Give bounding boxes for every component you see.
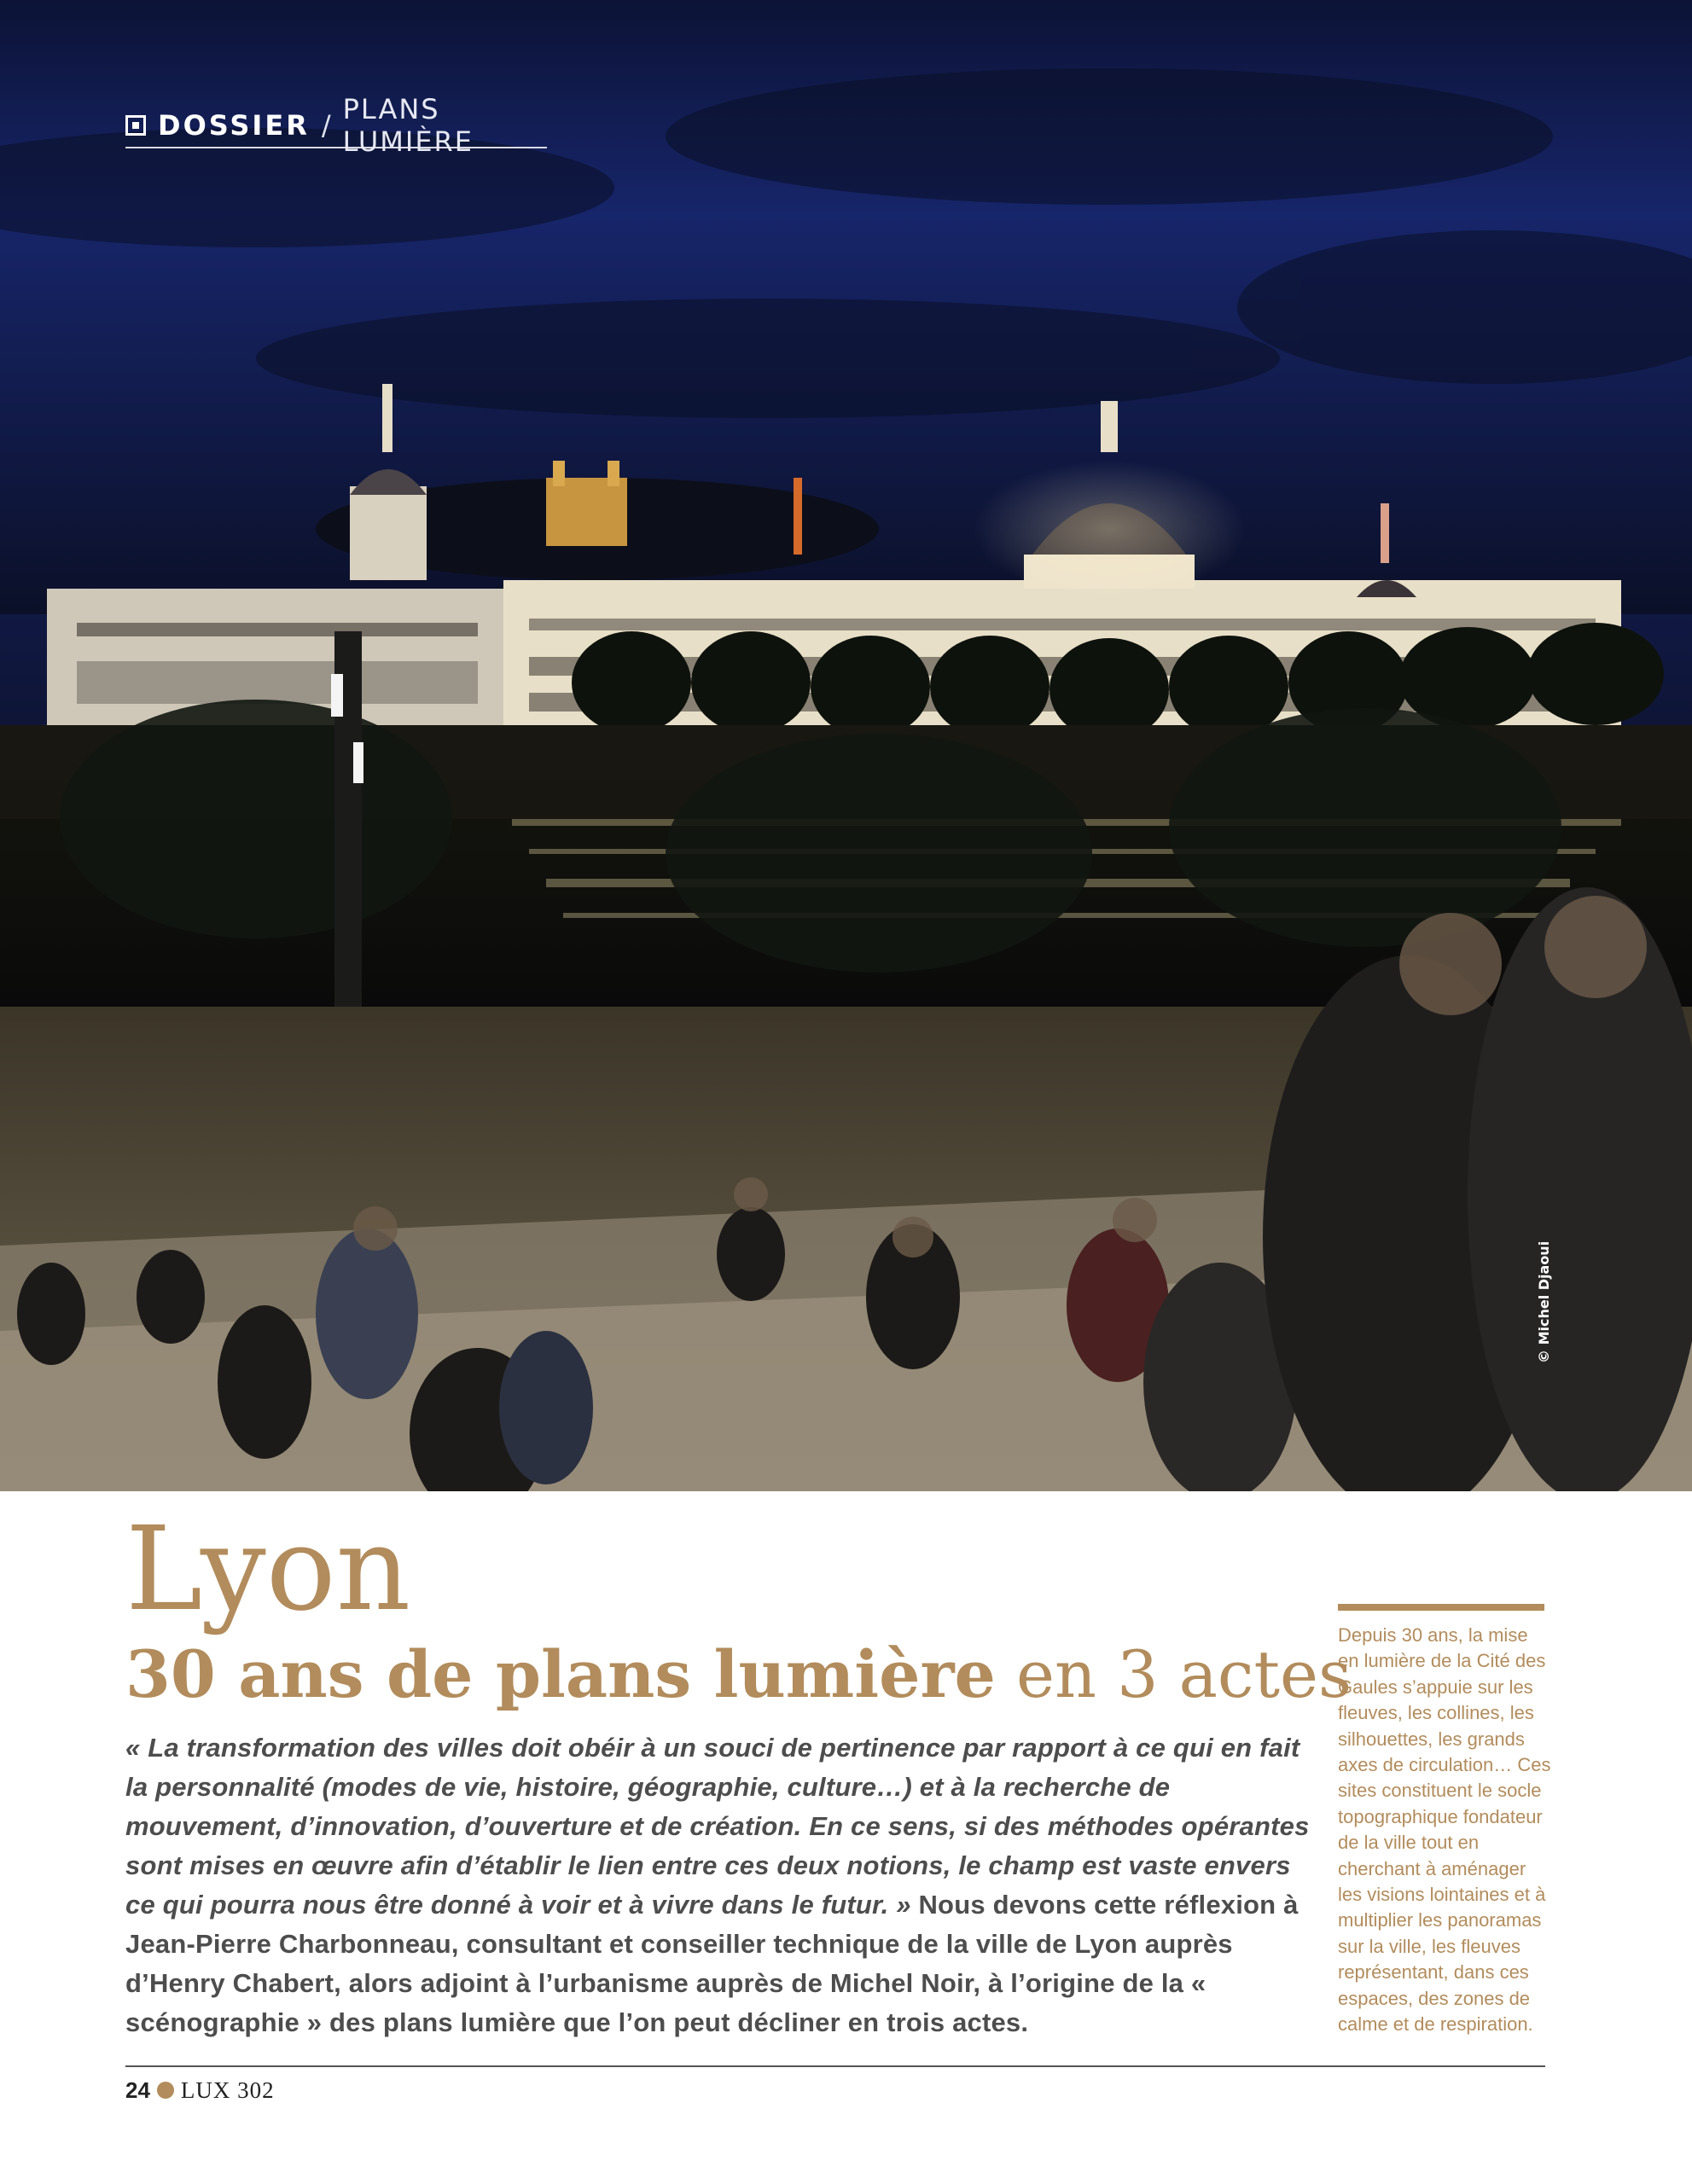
folio (125, 2075, 275, 2106)
subtitle-bold: 30 ans de plans lumière (125, 1636, 996, 1712)
article-intro (125, 1728, 1311, 2042)
rubric-separator: / (321, 109, 331, 142)
folio-dot-icon (157, 2082, 174, 2099)
article-subtitle (125, 1636, 1352, 1712)
rubric-square-icon (125, 115, 146, 136)
aside-rule (1338, 1604, 1544, 1611)
subtitle-light: en 3 actes (995, 1636, 1352, 1712)
fourviere-basilica (546, 478, 627, 546)
intro-quote: « La transformation des villes doit obéir à un souci de pertinence par rapport à ce qui en fait la personnalité (modes de vie, histoire, géographie, culture…) et à la recherche de mouvement, d’innovation, d’ouverture et de création. En ce sens, si des méthodes opérantes sont mises en œuvre afin d’établir le lien entre ces deux notions, le champ est vaste envers ce qui pourra nous être donné à voir et à vivre dans le futur. » (125, 1733, 1310, 1920)
aside-text: Depuis 30 ans, la mise en lumière de la Cité des Gaules s’appuie sur les fleuves, les collines, les silhouettes, les grands axes de circulation… Ces sites constituent le socle topographique fondateur de la ville tout en cherchant à aménager les visions lointaines et à multiplier les panoramas sur la ville, les fleuves représentant, dans ces espaces, des zones de calme et de respiration. (1338, 1624, 1551, 2036)
tree-line (572, 623, 1664, 741)
section-rubric (125, 93, 547, 158)
footer-rule (125, 2065, 1545, 2067)
metal-tower (794, 478, 802, 555)
page-number: 24 (125, 2077, 150, 2103)
photo-credit: © Michel Djaoui (1536, 1240, 1552, 1363)
rubric-subsection: PLANS LUMIÈRE (342, 93, 474, 158)
article-title: Lyon (125, 1502, 411, 1637)
foreground-trees (60, 700, 1561, 973)
intro-text: Nous devons cette réflexion à Jean-Pierre Charbonneau, consultant et conseiller technique de la ville de Lyon auprès d’Henry Chabert, alors adjoint à l’urbanisme auprès de Michel Noir, à l’origine de la « scénographie » des plans lumière que l’on peut décliner en trois actes. (125, 1890, 1299, 2037)
clock-tower (350, 486, 427, 580)
magazine-name: LUX 302 (180, 2077, 275, 2103)
rubric-section: DOSSIER (158, 109, 310, 142)
